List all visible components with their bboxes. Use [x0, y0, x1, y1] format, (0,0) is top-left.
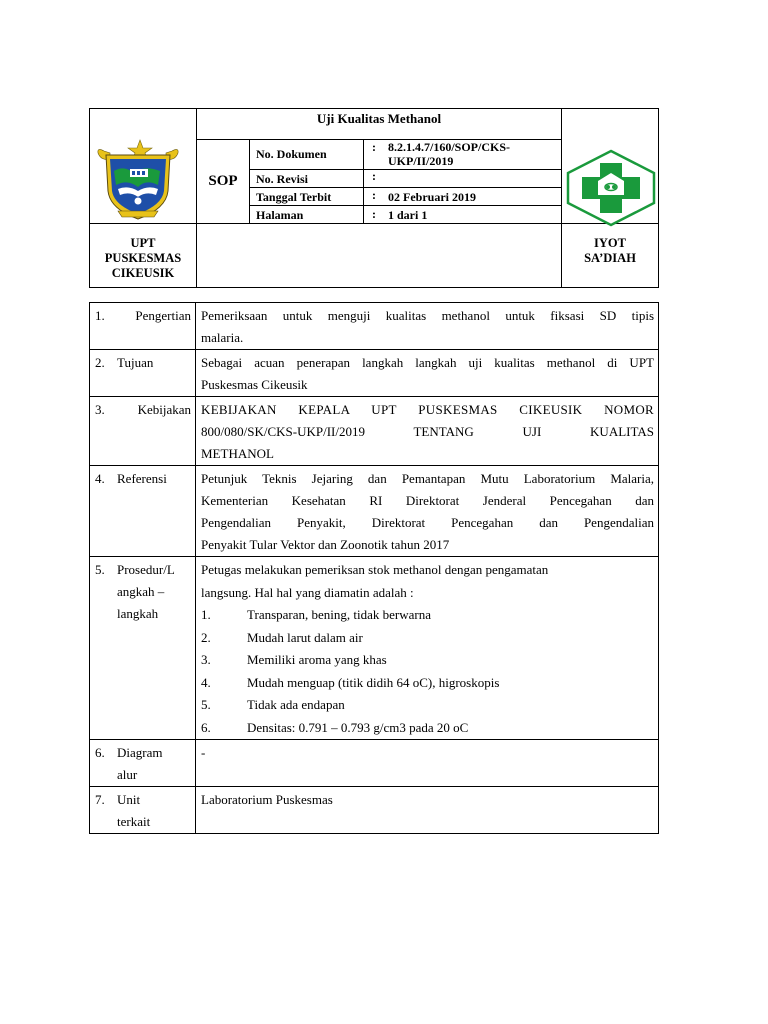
row-content-cell: Sebagai acuan penerapan langkah langkah uji kualitas methanol di UPT Puskesmas Cikeusik [196, 350, 659, 397]
tanggal-terbit-colon: : [372, 188, 376, 202]
row-label-cell: 2. Tujuan [90, 350, 196, 397]
row-content-cell: Petugas melakukan pemeriksan stok methanol dengan pengamatan langsung. Hal hal yang diamatin adalah : 1. Transparan, bening, tidak berwarna 2. Mudah larut dalam air 3. Memiliki aroma yang khas 4. Mudah menguap (titik didih 64 oC), higroskopis 5. Tidak ada endapan 6. Densitas: 0.791 – 0.793 g/cm3 pada 20 oC [196, 557, 659, 740]
list-item: 3. Memiliki aroma yang khas [201, 652, 387, 667]
row-content-cell: KEBIJAKAN KEPALA UPT PUSKESMAS CIKEUSIK NOMOR 800/080/SK/CKS-UKP/II/2019 TENTANG UJI KUALITAS METHANOL [196, 397, 659, 466]
halaman-label: Halaman [256, 208, 304, 222]
list-item: 5. Tidak ada endapan [201, 697, 345, 712]
table-row [90, 787, 659, 834]
row-label-cell: 5. Prosedur/L angkah – langkah [90, 557, 196, 740]
sop-content-table [89, 302, 659, 834]
row-label-cell: 6. Diagram alur [90, 740, 196, 787]
halaman-value: 1 dari 1 [388, 208, 428, 222]
sop-label: SOP [208, 173, 238, 189]
tanggal-terbit-label: Tanggal Terbit [256, 190, 332, 204]
row-label-cell: 1. Pengertian [90, 303, 196, 350]
no-dokumen-colon: : [372, 140, 376, 154]
document-title: Uji Kualitas Methanol [316, 111, 442, 126]
regency-crest-logo [94, 139, 182, 221]
row-content-cell: Petunjuk Teknis Jejaring dan Pemantapan Mutu Laboratorium Malaria, Kementerian Kesehatan RI Direktorat Jenderal Pencegahan dan Pengendalian Penyakit, Direktorat Pencegahan dan Pengendalian Penyakit Tular Vektor dan Zoonotik tahun 2017 [196, 466, 659, 557]
puskesmas-green-cross-logo [564, 149, 658, 227]
table-row [90, 466, 659, 557]
table-row [90, 303, 659, 350]
left-organization: UPT PUSKESMAS CIKEUSIK [104, 236, 182, 280]
row-content-cell: Pemeriksaan untuk menguji kualitas methanol untuk fiksasi SD tipis malaria. [196, 303, 659, 350]
list-item: 2. Mudah larut dalam air [201, 629, 363, 645]
row-content-cell: - [196, 740, 659, 787]
no-dokumen-value: 8.2.1.4.7/160/SOP/CKS- UKP/II/2019 [388, 140, 511, 168]
row-content-cell: Laboratorium Puskesmas [196, 787, 659, 834]
list-item: 1. Transparan, bening, tidak berwarna [201, 607, 431, 622]
table-row [90, 740, 659, 787]
no-revisi-colon: : [372, 169, 376, 183]
procedure-steps-list [201, 604, 654, 739]
no-dokumen-label: No. Dokumen [256, 147, 327, 161]
halaman-colon: : [372, 207, 376, 221]
sop-header [89, 108, 659, 288]
signatory-name: IYOT SA’DIAH [584, 236, 636, 265]
row-label-cell: 4. Referensi [90, 466, 196, 557]
table-row [90, 397, 659, 466]
list-item: 4. Mudah menguap (titik didih 64 oC), higroskopis [201, 674, 500, 690]
table-row [90, 350, 659, 397]
row-label-cell: 7. Unit terkait [90, 787, 196, 834]
tanggal-terbit-value: 02 Februari 2019 [388, 190, 476, 204]
no-revisi-label: No. Revisi [256, 172, 308, 186]
row-label-cell: 3. Kebijakan [90, 397, 196, 466]
list-item: 6. Densitas: 0.791 – 0.793 g/cm3 pada 20 oC [201, 719, 469, 735]
table-row [90, 557, 659, 740]
